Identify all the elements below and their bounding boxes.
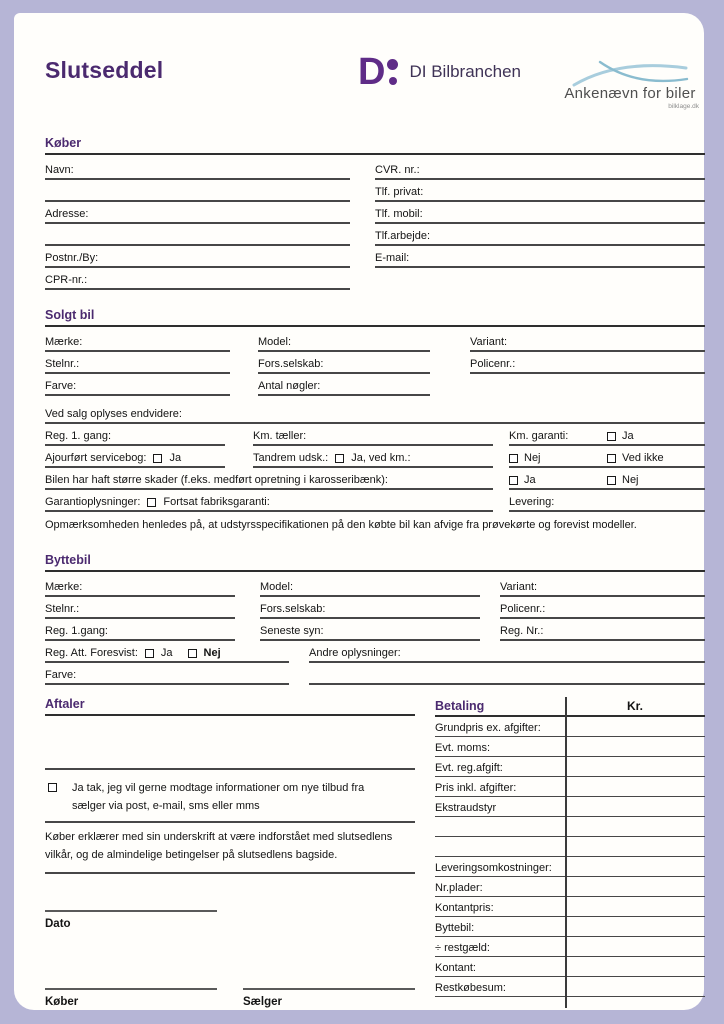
di-dot-icon xyxy=(389,77,397,85)
betaling-row-grundpris[interactable]: Grundpris ex. afgifter: xyxy=(435,717,705,737)
page-title: Slutseddel xyxy=(45,57,164,83)
field-garantioplysninger: Garantioplysninger: Fortsat fabriksgaranti: xyxy=(45,490,493,512)
field-postnr-by[interactable]: Postnr./By: xyxy=(45,246,350,268)
signature-line-koeber[interactable] xyxy=(45,988,217,990)
ved-salg-note: Opmærksomheden henledes på, at udstyrsspecifikationen på den købte bil kan afvige fra prøvekørte og forevist modeller. xyxy=(45,519,637,531)
field-byt-farve[interactable]: Farve: xyxy=(45,663,289,685)
checkbox-skader-nej[interactable] xyxy=(607,476,616,485)
field-tlf-arbejde[interactable]: Tlf.arbejde: xyxy=(375,224,705,246)
betaling-row-evt-reg-afgift[interactable]: Evt. reg.afgift: xyxy=(435,757,705,777)
checkbox-km-garanti-nej[interactable] xyxy=(509,454,518,463)
field-policenr[interactable]: Policenr.: xyxy=(470,352,705,374)
aftaler-write-in-line[interactable] xyxy=(45,716,415,770)
betaling-row-leveringsomkostninger[interactable]: Leveringsomkostninger: xyxy=(435,857,705,877)
betaling-row-restgaeld[interactable]: ÷ restgæld: xyxy=(435,937,705,957)
betaling-column-divider xyxy=(565,697,567,1008)
field-cvr-nr[interactable]: CVR. nr.: xyxy=(375,158,705,180)
dato-label: Dato xyxy=(45,918,71,930)
field-stelnr[interactable]: Stelnr.: xyxy=(45,352,230,374)
koeber-left-column xyxy=(45,158,350,290)
field-byt-policenr[interactable]: Policenr.: xyxy=(500,597,705,619)
ved-salg-intro-line: Ved salg oplyses endvidere: xyxy=(45,407,705,424)
form-header xyxy=(45,51,705,110)
section-ved-salg xyxy=(45,407,705,531)
betaling-row-nr-plader[interactable]: Nr.plader: xyxy=(435,877,705,897)
checkbox-fabriksgaranti[interactable] xyxy=(147,498,156,507)
betaling-header-row xyxy=(435,697,705,717)
betaling-row-blank[interactable] xyxy=(435,817,705,837)
field-reg-att-foresvist: Reg. Att. Foresvist: Ja Nej xyxy=(45,641,289,663)
field-fors-selskab[interactable]: Fors.selskab: xyxy=(258,352,430,374)
di-logo-mark-icon: D xyxy=(358,58,398,86)
slutseddel-form-page xyxy=(14,13,704,1010)
field-byt-fors-selskab[interactable]: Fors.selskab: xyxy=(260,597,480,619)
section-title-solgt-bil: Solgt bil xyxy=(45,308,705,327)
betaling-row-restkoebesum[interactable]: Restkøbesum: xyxy=(435,977,705,997)
field-variant[interactable]: Variant: xyxy=(470,330,705,352)
marketing-optin-row xyxy=(45,770,415,823)
di-bilbranchen-logo xyxy=(358,51,521,93)
field-reg-1-gang[interactable]: Reg. 1. gang: xyxy=(45,424,225,446)
field-tandrem: Tandrem udsk.: Ja, ved km.: xyxy=(253,446,493,468)
di-logo-text: DI Bilbranchen xyxy=(409,62,521,81)
checkbox-km-garanti-ved-ikke[interactable] xyxy=(607,454,616,463)
section-title-betaling: Betaling xyxy=(435,699,485,713)
field-servicebog: Ajourført servicebog: Ja xyxy=(45,446,225,468)
section-byttebil xyxy=(45,553,705,685)
section-title-koeber: Køber xyxy=(45,136,705,155)
field-km-garanti: Km. garanti: Ja xyxy=(509,424,705,446)
field-byt-reg-nr[interactable]: Reg. Nr.: xyxy=(500,619,705,641)
section-title-aftaler: Aftaler xyxy=(45,697,415,716)
ankenaevn-logo-subtext: bilklage.dk xyxy=(668,103,699,110)
field-byt-variant[interactable]: Variant: xyxy=(500,575,705,597)
field-farve[interactable]: Farve: xyxy=(45,374,230,396)
field-stoerre-skader[interactable]: Bilen har haft større skader (f.eks. medført opretning i karosseribænk): xyxy=(45,468,493,490)
koeber-right-column xyxy=(375,158,705,290)
betaling-row-kontantpris[interactable]: Kontantpris: xyxy=(435,897,705,917)
section-aftaler xyxy=(45,697,415,1008)
checkbox-servicebog-ja[interactable] xyxy=(153,454,162,463)
saelger-signature-label: Sælger xyxy=(243,996,282,1008)
betaling-row-ekstraudstyr[interactable]: Ekstraudstyr xyxy=(435,797,705,817)
checkbox-skader-ja[interactable] xyxy=(509,476,518,485)
field-adresse-extra[interactable] xyxy=(45,224,350,246)
signature-block-koeber xyxy=(45,988,217,1008)
field-navn[interactable]: Navn: xyxy=(45,158,350,180)
koeber-signature-label: Køber xyxy=(45,996,79,1008)
field-byt-seneste-syn[interactable]: Seneste syn: xyxy=(260,619,480,641)
field-andre-oplysninger[interactable]: Andre oplysninger: xyxy=(309,641,705,663)
field-andre-oplysninger-extra[interactable] xyxy=(309,663,705,685)
ankenaevn-logo xyxy=(555,57,705,110)
field-byt-reg-1-gang[interactable]: Reg. 1.gang: xyxy=(45,619,235,641)
betaling-row-evt-moms[interactable]: Evt. moms: xyxy=(435,737,705,757)
section-title-byttebil: Byttebil xyxy=(45,553,705,572)
checkbox-foresvist-nej[interactable] xyxy=(188,649,197,658)
checkbox-km-garanti-ja[interactable] xyxy=(607,432,616,441)
field-byt-model[interactable]: Model: xyxy=(260,575,480,597)
kr-column-header: Kr. xyxy=(626,699,643,713)
field-tlf-mobil[interactable]: Tlf. mobil: xyxy=(375,202,705,224)
field-byt-stelnr[interactable]: Stelnr.: xyxy=(45,597,235,619)
ankenaevn-logo-text: Ankenævn for biler xyxy=(564,85,696,102)
field-skader-svar: Ja Nej xyxy=(509,468,705,490)
buyer-declaration-text: Køber erklærer med sin underskrift at være indforstået med slutsedlens vilkår, og de almindelige betingelser på slutsedlens bagside. xyxy=(45,823,415,874)
section-solgt-bil xyxy=(45,308,705,396)
betaling-row-pris-inkl[interactable]: Pris inkl. afgifter: xyxy=(435,777,705,797)
field-tlf-privat[interactable]: Tlf. privat: xyxy=(375,180,705,202)
field-km-taeller[interactable]: Km. tæller: xyxy=(253,424,493,446)
signature-line-dato[interactable] xyxy=(45,874,217,912)
section-betaling xyxy=(435,697,705,1008)
field-km-garanti-nej: Nej Ved ikke xyxy=(509,446,705,468)
field-levering[interactable]: Levering: xyxy=(509,490,705,512)
field-cpr-nr[interactable]: CPR-nr.: xyxy=(45,268,350,290)
field-adresse[interactable]: Adresse: xyxy=(45,202,350,224)
checkbox-foresvist-ja[interactable] xyxy=(145,649,154,658)
checkbox-marketing-optin[interactable] xyxy=(48,783,57,792)
field-navn-extra[interactable] xyxy=(45,180,350,202)
betaling-row-blank[interactable] xyxy=(435,837,705,857)
section-koeber xyxy=(45,136,705,290)
logos xyxy=(358,51,705,110)
betaling-row-kontant[interactable]: Kontant: xyxy=(435,957,705,977)
marketing-optin-text: Ja tak, jeg vil gerne modtage informationer om nye tilbud fra sælger via post, e-mail, sms eller mms xyxy=(72,782,365,812)
di-dot-icon xyxy=(387,59,398,70)
signature-line-saelger[interactable] xyxy=(243,988,415,990)
field-byt-maerke[interactable]: Mærke: xyxy=(45,575,235,597)
checkbox-tandrem-ja[interactable] xyxy=(335,454,344,463)
field-antal-noegler[interactable]: Antal nøgler: xyxy=(258,374,430,396)
field-email[interactable]: E-mail: xyxy=(375,246,705,268)
betaling-row-byttebil[interactable]: Byttebil: xyxy=(435,917,705,937)
field-maerke[interactable]: Mærke: xyxy=(45,330,230,352)
signature-block-saelger xyxy=(243,988,415,1008)
field-model[interactable]: Model: xyxy=(258,330,430,352)
